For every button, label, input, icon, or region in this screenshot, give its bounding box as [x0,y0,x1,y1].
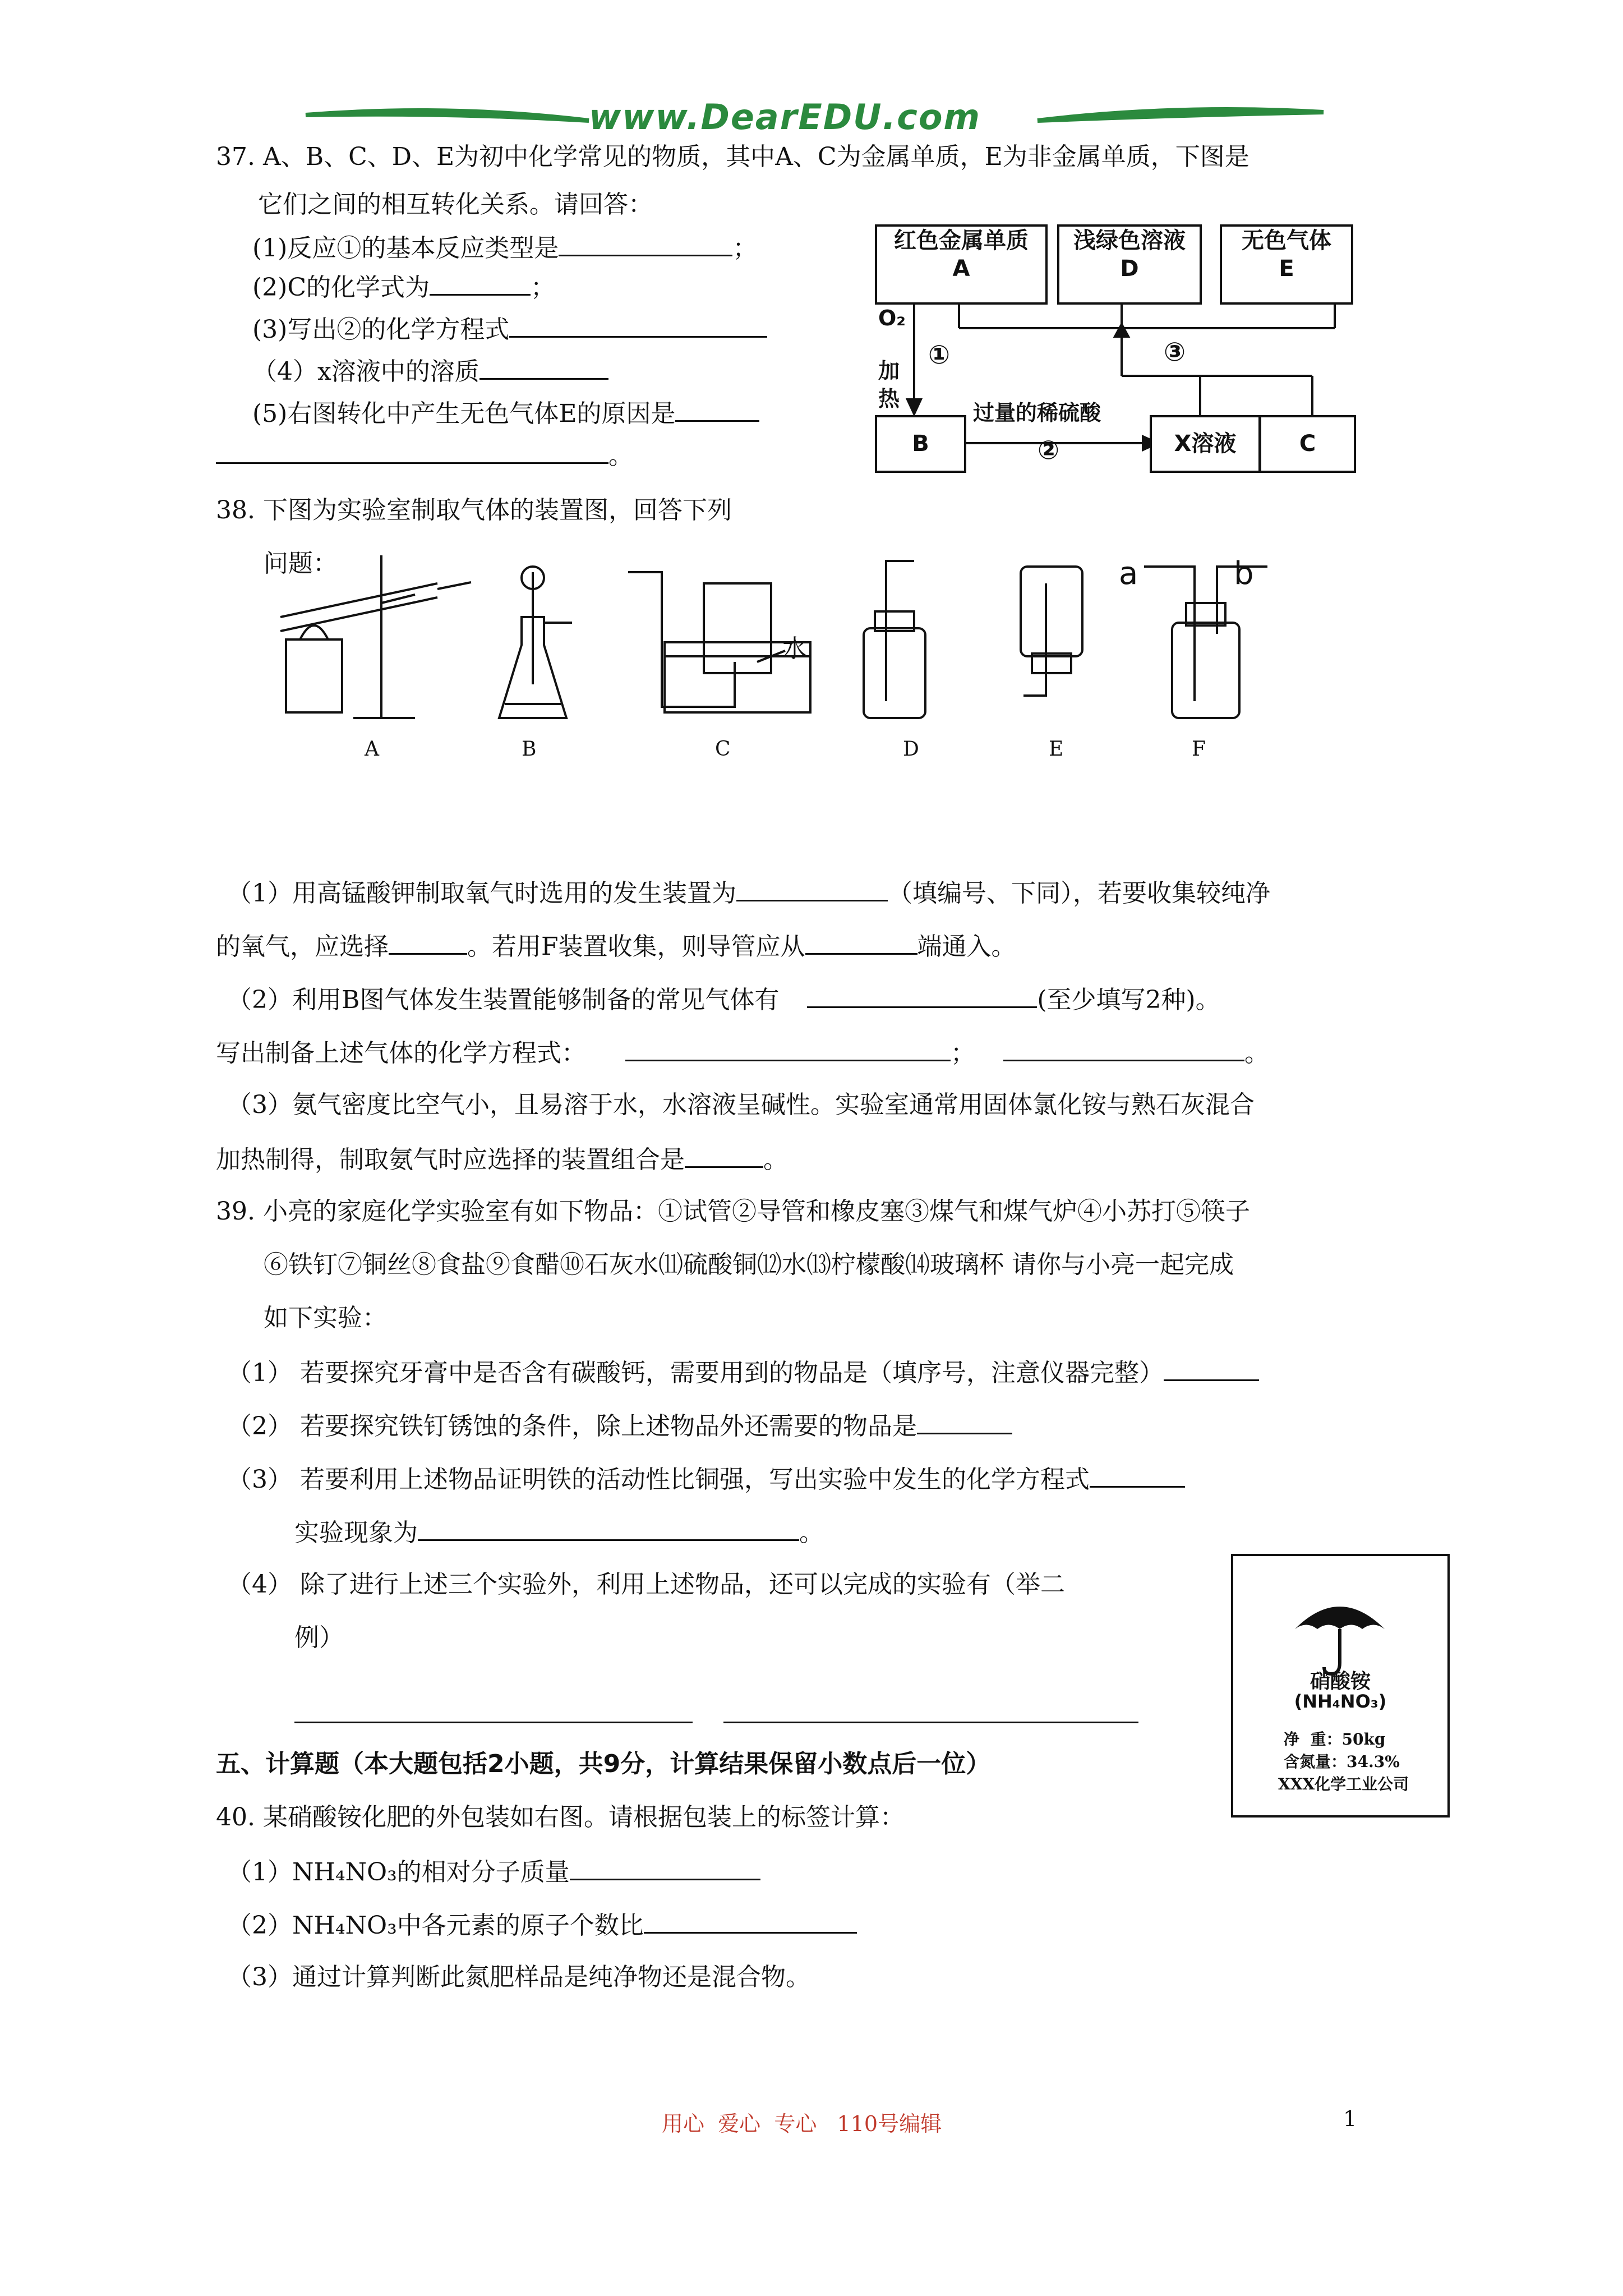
q40-stem: 40. 某硝酸铵化肥的外包装如右图。请根据包装上的标签计算： [216,1803,905,1832]
q40-part-3: （3）通过计算判断此氮肥样品是纯净物还是混合物。 [227,1963,810,1991]
q37-blank-5b[interactable] [216,438,608,464]
site-logo: www.DearEDU.com [589,96,981,137]
q37-blank-5[interactable] [675,395,759,422]
q40-part-2: （2）NH₄NO₃中各元素的原子个数比 [227,1907,857,1943]
q39-stem-3: 如下实验： [264,1304,387,1332]
apparatus-d [864,561,925,718]
q38-part-2-a: （2）利用B图气体发生装置能够制备的常见气体有 (至少填写2种)。 [227,982,1220,1017]
q39-blank-3[interactable] [1090,1461,1185,1488]
q37-blank-2[interactable] [430,269,531,296]
section-5-title: 五、计算题（本大题包括2小题，共9分，计算结果保留小数点后一位） [216,1750,991,1778]
q37-blank-3[interactable] [509,311,767,338]
port-b-label: b [1234,555,1254,592]
port-a-label: a [1119,555,1138,592]
q37-part-4: （4）x溶液中的溶质 [252,353,608,389]
q38-blank-5[interactable] [625,1035,951,1061]
label-heat-1: 加 [878,358,900,383]
apparatus-label-b: B [522,738,537,761]
label-company: XXX化学工业公司 [1278,1775,1409,1793]
q38-stem-2: 问题： [264,549,338,578]
label-acid: 过量的稀硫酸 [973,401,1101,425]
apparatus-label-d: D [903,738,919,761]
q37-part-3: (3)写出②的化学方程式 [252,311,767,347]
q38-blank-7[interactable] [685,1142,763,1168]
q39-part-4-a: （4） 除了进行上述三个实验外，利用上述物品，还可以完成的实验有（举二 [227,1570,1065,1599]
water-label: 水 [782,634,807,663]
box-x: X溶液 [1150,415,1261,473]
q39-part-2: （2） 若要探究铁钉锈蚀的条件，除上述物品外还需要的物品是 [227,1408,1012,1443]
q38-part-3-a: （3）氨气密度比空气小，且易溶于水，水溶液呈碱性。实验室通常用固体氯化铵与熟石灰混合 [227,1091,1255,1119]
q37-stem-2: 它们之间的相互转化关系。请回答： [258,190,653,219]
q38-blank-4[interactable] [807,982,1037,1008]
q37-blank-1[interactable] [559,230,732,256]
label-name: 硝酸铵 [1310,1670,1371,1693]
q38-blank-2[interactable] [389,928,467,955]
q37-blank-4[interactable] [479,353,608,380]
footer-text: 用心 爱心 专心 110号编辑 [662,2111,942,2136]
q39-blank-1[interactable] [1164,1355,1259,1381]
q38-blank-6[interactable] [1003,1035,1244,1061]
q37-part-5: (5)右图转化中产生无色气体E的原因是 [252,395,759,431]
q39-blank-2[interactable] [917,1408,1012,1434]
header-swoosh-left [306,111,589,121]
apparatus-label-a: A [365,738,379,761]
q39-blank-5[interactable] [294,1697,693,1723]
fertilizer-label [1231,1554,1450,1818]
header-swoosh-right [1038,109,1324,121]
label-reaction-3: ③ [1164,337,1186,367]
q38-blank-3[interactable] [805,928,917,955]
arrow-head-x-d [1115,324,1128,337]
q39-blank-6[interactable] [723,1697,1138,1723]
label-reaction-1: ① [928,339,950,370]
page-number: 1 [1343,2106,1357,2131]
label-nitrogen: 含氮量：34.3% [1284,1752,1400,1771]
q39-stem-2: ⑥铁钉⑦铜丝⑧食盐⑨食醋⑩石灰水⑾硫酸铜⑿水⒀柠檬酸⒁玻璃杯 请你与小亮一起完成 [264,1250,1234,1279]
label-weight: 净 重：50kg [1284,1730,1386,1749]
q38-part-2-b: 写出制备上述气体的化学方程式： ； 。 [216,1035,1269,1070]
box-c: C [1259,415,1356,473]
q40-part-1: （1）NH₄NO₃的相对分子质量 [227,1854,760,1889]
box-a: 红色金属单质 A [875,224,1048,305]
q37-part-5-cont: 。 [216,438,633,473]
label-o2: O₂ [878,306,906,330]
q40-blank-1[interactable] [570,1854,760,1880]
label-heat-2: 热 [878,386,900,411]
apparatus-e [1021,567,1082,696]
apparatus-label-c: C [715,738,731,761]
q39-part-4-b: 例） [294,1623,344,1652]
q38-part-1-b: 的氧气，应选择 。若用F装置收集，则导管应从 端通入。 [216,928,1016,964]
label-formula: (NH₄NO₃) [1294,1691,1387,1712]
arrow-head-a-b [907,399,921,414]
q37-part-2: (2)C的化学式为 ； [252,269,555,305]
apparatus-a [280,555,471,718]
apparatus-b [499,567,572,718]
q39-blank-4[interactable] [418,1515,799,1541]
box-d: 浅绿色溶液 D [1057,224,1202,305]
q37-part-1: (1)反应①的基本反应类型是 ； [252,230,757,265]
box-e: 无色气体 E [1220,224,1353,305]
apparatus-label-f: F [1192,738,1206,761]
q38-part-1-a: （1）用高锰酸钾制取氧气时选用的发生装置为 （填编号、下同），若要收集较纯净 [227,875,1270,910]
q39-part-3-b: 实验现象为 。 [294,1515,824,1550]
q39-stem-1: 39. 小亮的家庭化学实验室有如下物品：①试管②导管和橡皮塞③煤气和煤气炉④小苏打⑤筷子 [216,1197,1250,1226]
q38-blank-1[interactable] [736,875,888,901]
q38-part-3-b: 加热制得，制取氨气时应选择的装置组合是 。 [216,1142,788,1177]
label-reaction-2: ② [1038,435,1059,465]
q40-blank-2[interactable] [644,1907,857,1934]
box-b: B [875,415,966,473]
apparatus-label-e: E [1049,738,1064,761]
q37-stem-1: 37. A、B、C、D、E为初中化学常见的物质，其中A、C为金属单质，E为非金属单质，下图是 [216,142,1249,171]
q38-stem-1: 38. 下图为实验室制取气体的装置图，回答下列 [216,496,732,524]
q39-part-3: （3） 若要利用上述物品证明铁的活动性比铜强，写出实验中发生的化学方程式 [227,1461,1185,1497]
q39-part-1: （1） 若要探究牙膏中是否含有碳酸钙，需要用到的物品是（填序号，注意仪器完整） [227,1355,1259,1390]
